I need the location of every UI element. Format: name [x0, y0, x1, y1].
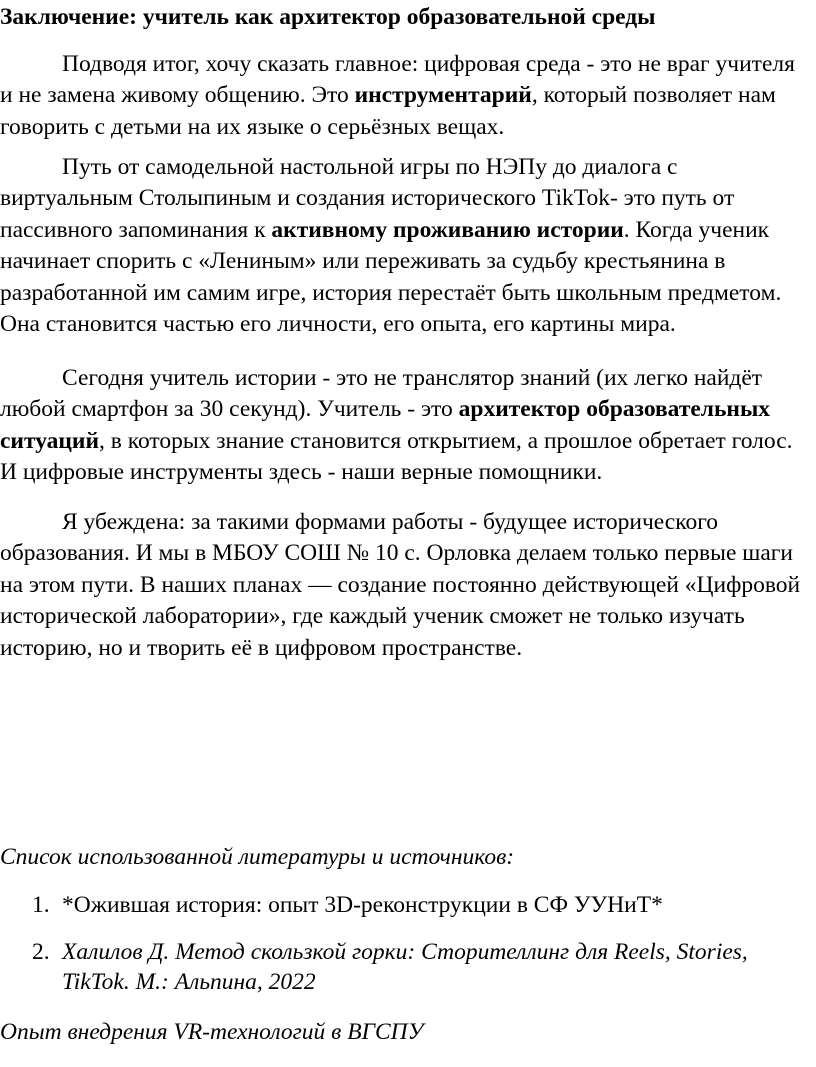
reference-text: Халилов Д. Метод скользкой горки: Сторителлинг для Reels, Stories, TikTok. М.: Альпина, 2022 — [62, 939, 748, 995]
bold-phrase: архитектор образовательных ситуаций — [0, 396, 771, 454]
reference-number: 2. — [32, 939, 50, 965]
paragraph-text: , в которых знание становится открытием, а прошлое обретает голос. И цифровые инструменты здесь - наши верные помощники. — [0, 427, 793, 486]
paragraph-text: , который позволяет нам говорить с детьми на их языке о серьёзных вещах. — [0, 82, 776, 140]
paragraph-text: . Когда ученик начинает спорить с «Лениным» или переживать за судьбу крестьянина в разработанной им самим игре, история перестаёт быть школьным предметом. Она становится частью его личности, его опыта, его картины мира. — [0, 216, 782, 338]
footer-note: Опыт внедрения VR-технологий в ВГСПУ — [0, 1019, 424, 1045]
paragraph-text: Сегодня учитель истории - это не транслятор знаний (их легко найдёт любой смартфон за 30 секунд). Учитель - это — [0, 365, 763, 423]
reference-item — [32, 937, 802, 997]
section-heading: Заключение: учитель как архитектор образовательной среды — [0, 4, 656, 30]
paragraph-future: Я убеждена: за такими формами работы - будущее исторического образования. И мы в МБОУ СОШ № 10 с. Орловка делаем только первые шаги на этом пути. В наших планах — создание постоянно действующей «Цифровой исторической лаборатории», где каждый ученик сможет не только изучать историю, но и творить её в цифровом пространстве. — [0, 509, 801, 661]
references-title: Список использованной литературы и источников: — [0, 844, 515, 870]
reference-item — [32, 890, 802, 920]
reference-number: 1. — [32, 892, 50, 918]
bold-phrase: инструментарий — [354, 82, 532, 109]
bold-phrase: активному проживанию истории — [271, 216, 624, 243]
paragraph-text: Подводя итог, хочу сказать главное: цифровая среда - это не враг учителя и не замена живому общению. Это — [0, 51, 795, 109]
paragraph-path — [0, 152, 812, 340]
paragraph-teacher-role — [0, 363, 812, 489]
paragraph-text: Путь от самодельной настольной игры по НЭПу до диалога с виртуальным Столыпиным и создания исторического TikTok- это путь от пассивного запоминания к — [0, 154, 735, 243]
reference-text: *Ожившая история: опыт 3D-реконструкции в СФ УУНиТ* — [62, 892, 663, 918]
paragraph-summary — [0, 49, 812, 143]
